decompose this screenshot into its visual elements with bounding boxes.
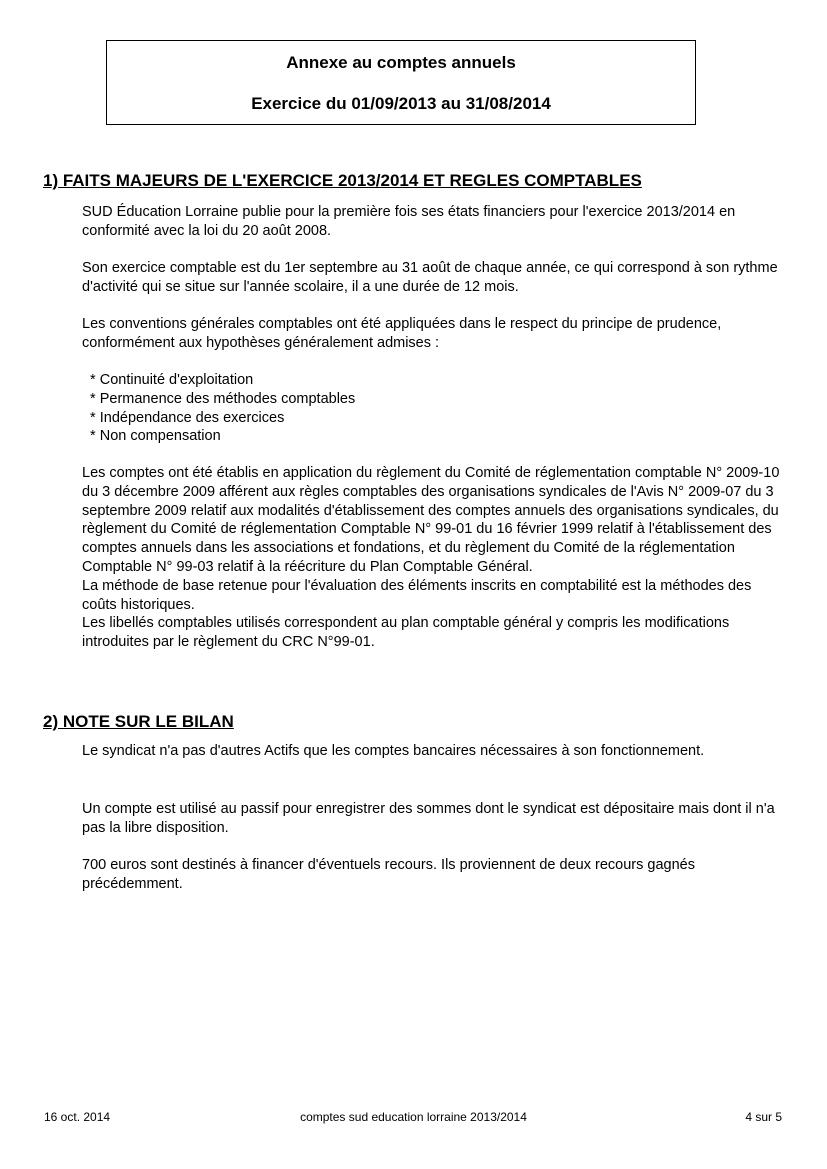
title-box bbox=[106, 40, 696, 125]
paragraph-exercice: Son exercice comptable est du 1er septembre au 31 août de chaque année, ce qui correspond à son rythme d'activité qui se situe sur l'année scolaire, il a une durée de 12 mois. bbox=[82, 260, 778, 295]
list-item: * Continuité d'exploitation bbox=[82, 372, 254, 388]
principles-list bbox=[82, 371, 355, 446]
list-item: * Indépendance des exercices bbox=[82, 409, 285, 426]
paragraph-reglementation bbox=[82, 464, 787, 652]
section-heading-bilan: 2) NOTE SUR LE BILAN bbox=[43, 712, 234, 731]
paragraph-recours: 700 euros sont destinés à financer d'éventuels recours. Ils proviennent de deux recours gagnés précédemment. bbox=[82, 857, 695, 892]
paragraph-publication: SUD Éducation Lorraine publie pour la première fois ses états financiers pour l'exercice 2013/2014 en conformité avec la loi du 20 août 2008. bbox=[82, 204, 736, 239]
paragraph-reglements: Les comptes ont été établis en application du règlement du Comité de réglementation comptable N° 2009-10 du 3 décembre 2009 afférent aux règles comptables des organisations syndicales de l'Avis N° 2009-07 du 3 septembre 2009 relatif aux modalités d'établissement des comptes annuels des organisations syndicales, du règlement du Comité de réglementation Comptable N° 99-01 du 16 février 1999 relatif à l'établissement des comptes annuels dans les associations et fondations, et du règlement du Comité de la réglementation Comptable N° 99-03 relatif à la réécriture du Plan Comptable Général. bbox=[82, 465, 780, 575]
paragraph-actifs: Le syndicat n'a pas d'autres Actifs que les comptes bancaires nécessaires à son fonctionnement. bbox=[82, 743, 705, 759]
list-item: * Permanence des méthodes comptables bbox=[82, 390, 356, 407]
section-heading-faits-majeurs: 1) FAITS MAJEURS DE L'EXERCICE 2013/2014 ET REGLES COMPTABLES bbox=[43, 171, 642, 190]
paragraph-libelles: Les libellés comptables utilisés correspondent au plan comptable général y compris les modifications introduites par le règlement du CRC N°99-01. bbox=[82, 615, 730, 651]
footer-date: 16 oct. 2014 bbox=[44, 1110, 111, 1124]
paragraph-passif: Un compte est utilisé au passif pour enregistrer des sommes dont le syndicat est dépositaire mais dont il n'a pas la libre disposition. bbox=[82, 801, 775, 836]
footer-document-name: comptes sud education lorraine 2013/2014 bbox=[300, 1110, 527, 1124]
document-period: Exercice du 01/09/2013 au 31/08/2014 bbox=[251, 94, 551, 113]
list-item: * Non compensation bbox=[82, 428, 221, 445]
paragraph-conventions: Les conventions générales comptables ont été appliquées dans le respect du principe de prudence, conformément aux hypothèses généralement admises : bbox=[82, 316, 722, 351]
document-title: Annexe au comptes annuels bbox=[286, 53, 516, 72]
footer-page-number: 4 sur 5 bbox=[745, 1110, 782, 1124]
paragraph-methode: La méthode de base retenue pour l'évaluation des éléments inscrits en comptabilité est la méthodes des coûts historiques. bbox=[82, 577, 752, 613]
